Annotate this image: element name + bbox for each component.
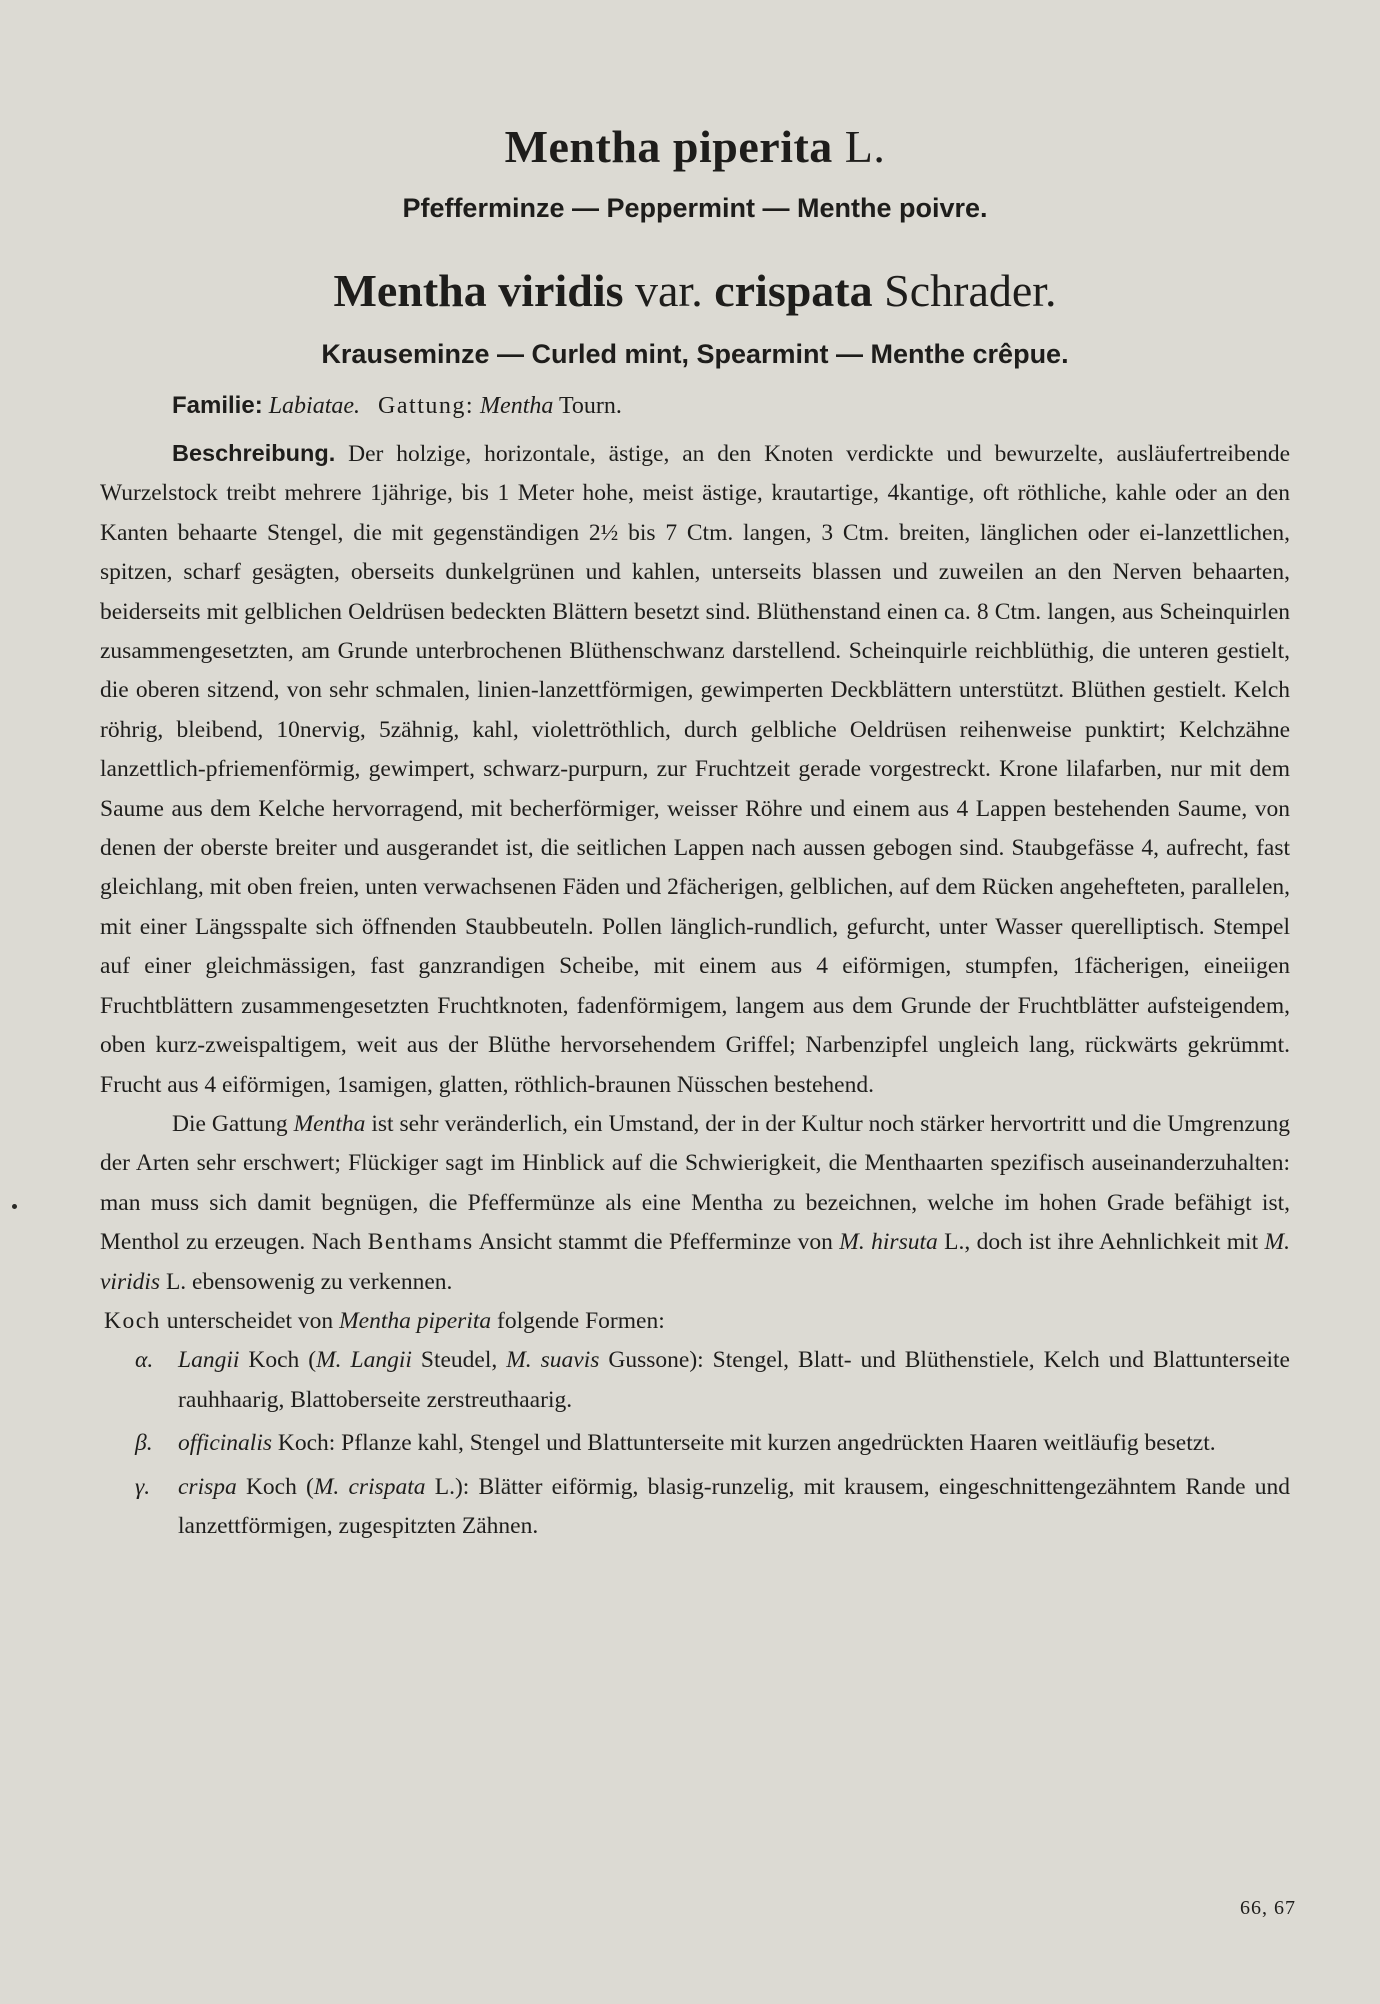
description-text: Der holzige, horizontale, ästige, an den Knoten verdickte und bewurzelte, ausläufertreibende Wurzelstock treibt mehrere 1jährige, bis 1 Meter hohe, meist ästige, krautartige, 4kantige, oft röthliche, kahle oder an den Kanten behaarte Stengel, die mit gegenständigen 2½ bis 7 Ctm. langen, 3 Ctm. breiten, länglichen oder ei-lanzettlichen, spitzen, scharf gesägten, oberseits dunkelgrünen und kahlen, unterseits blassen und zuweilen an den Nerven behaarten, beiderseits mit gelblichen Oeldrüsen bedeckten Blättern besetzt sind. Blüthenstand einen ca. 8 Ctm. langen, aus Scheinquirlen zusammengesetzten, am Grunde unterbrochenen Blüthenschwanz darstellend. Scheinquirle reichblüthig, die unteren gestielt, die oberen sitzend, von sehr schmalen, linien-lanzettförmigen, gewimperten Deckblättern unterstützt. Blüthen gestielt. Kelch röhrig, bleibend, 10nervig, 5zähnig, kahl, violettröthlich, durch gelbliche Oeldrüsen reihenweise punktirt; Kelchzähne lanzettlich-pfriemenförmig, gewimpert, schwarz-purpurn, zur Fruchtzeit gerade vorgestreckt. Krone lilafarben, nur mit dem Saume aus dem Kelche hervorragend, mit becherförmiger, weisser Röhre und einem aus 4 Lappen bestehenden Saume, von denen der oberste breiter und ausgerandet ist, die seitlichen Lappen nach aussen gebogen sind. Staubgefässe 4, aufrecht, fast gleichlang, mit oben freien, unten verwachsenen Fäden und 2fächerigen, gelblichen, auf dem Rücken angehefteten, parallelen, mit einer Längsspalte sich öffnenden Staubbeuteln. Pollen länglich-rundlich, gefurcht, unter Wasser querelliptisch. Stempel auf einer gleichmässigen, fast ganzrandigen Scheibe, mit einem aus 4 eiförmigen, stumpfen, 1fächerigen, eineiigen Fruchtblättern zusammengesetzten Fruchtknoten, fadenförmigem, langem aus dem Grunde der Fruchtblätter aufsteigendem, oben kurz-zweispaltigem, weit aus der Blüthe hervorsehendem Griffel; Narbenzipfel ungleich lang, rückwärts gekrümmt. Frucht aus 4 eiförmigen, 1samigen, glatten, röthlich-braunen Nüsschen bestehend. [100, 441, 1291, 1098]
koch-text-2: folgende Formen: [491, 1307, 665, 1334]
form-text: Koch ( [239, 1347, 317, 1374]
species-heading-1 [100, 120, 1290, 173]
species-name-1: Mentha piperita [504, 121, 833, 172]
description-label: Beschreibung. [172, 440, 336, 466]
form-name: Langii [178, 1347, 240, 1374]
form-text: Koch ( [236, 1473, 314, 1500]
form-synonym: M. suavis [506, 1347, 600, 1374]
genus-para-spaced-1: Benthams [367, 1229, 474, 1256]
species-author-1: L. [844, 121, 886, 172]
form-text: Steudel, [411, 1347, 507, 1374]
form-name: crispa [178, 1473, 237, 1500]
stray-mark [12, 1204, 17, 1209]
page-number: 66, 67 [1240, 1897, 1296, 1919]
form-synonym: M. crispata [313, 1473, 426, 1500]
genus-para-italic-3: M. viridis [100, 1229, 1290, 1295]
document-content [100, 120, 1290, 1550]
form-marker: α. [135, 1347, 154, 1374]
genus-para-text-3: Ansicht stammt die Pfefferminze von [473, 1229, 840, 1256]
genus-para-italic-2: M. hirsuta [839, 1229, 938, 1256]
koch-species: Mentha piperita [339, 1307, 492, 1334]
koch-name: Koch [104, 1307, 161, 1334]
genus-para-italic-1: Mentha [293, 1110, 366, 1137]
species-name-2b: crispata [714, 265, 873, 316]
genus-para-text-1: Die Gattung [172, 1110, 294, 1137]
form-text: Gussone): Stengel, Blatt- und Blüthenstiele, Kelch und Blattunterseite rauhhaarig, Blattoberseite zerstreuthaarig. [178, 1347, 1290, 1413]
genus-para-text-4: L., doch ist ihre Aehnlichkeit mit [937, 1229, 1265, 1256]
genus-value: Mentha [480, 393, 554, 419]
list-item [100, 1424, 1290, 1463]
forms-list [100, 1341, 1290, 1546]
common-names-2: Krauseminze — Curled mint, Spearmint — Menthe crêpue. [321, 339, 1069, 369]
species-author-2: Schrader. [884, 265, 1057, 316]
species-heading-2 [100, 264, 1290, 317]
form-synonym: M. Langii [316, 1347, 412, 1374]
list-item [100, 1341, 1290, 1420]
family-label: Familie: [172, 392, 263, 419]
form-marker: β. [135, 1430, 153, 1457]
form-text: Koch: Pflanze kahl, Stengel und Blattunterseite mit kurzen angedrückten Haaren weitläufig besetzt. [272, 1430, 1216, 1457]
genus-label: Gattung: [378, 393, 475, 419]
form-name: officinalis [178, 1430, 272, 1457]
form-marker: γ. [135, 1473, 151, 1500]
genus-para-text-5: L. ebensowenig zu verkennen. [160, 1268, 453, 1295]
genus-para-text-2: ist sehr veränderlich, ein Umstand, der in der Kultur noch stärker hervortritt und die Umgrenzung der Arten sehr erschwert; Flückiger sagt im Hinblick auf die Schwierigkeit, die Menthaarten spezifisch auseinanderzuhalten: man muss sich damit begnügen, die Pfeffermünze als eine Mentha zu bezeichnen, welche im hohen Grade befähigt ist, Menthol zu erzeugen. Nach [100, 1110, 1290, 1256]
common-names-1: Pfefferminze — Peppermint — Menthe poivre. [402, 193, 988, 223]
genus-paragraph [100, 1105, 1290, 1302]
variety-marker: var. [635, 265, 703, 316]
genus-author: Tourn. [558, 393, 622, 419]
koch-text-1: unterscheidet von [160, 1307, 340, 1334]
family-line [172, 392, 1290, 420]
list-item [100, 1468, 1290, 1547]
family-value: Labiatae. [268, 393, 361, 419]
species-name-2a: Mentha viridis [333, 265, 624, 316]
koch-intro-line [104, 1302, 1290, 1341]
description-paragraph [100, 434, 1290, 1105]
form-text: L.): Blätter eiförmig, blasig-runzelig, mit krausem, eingeschnittengezähntem Rande und lanzettförmigen, zugespitzten Zähnen. [178, 1473, 1290, 1539]
